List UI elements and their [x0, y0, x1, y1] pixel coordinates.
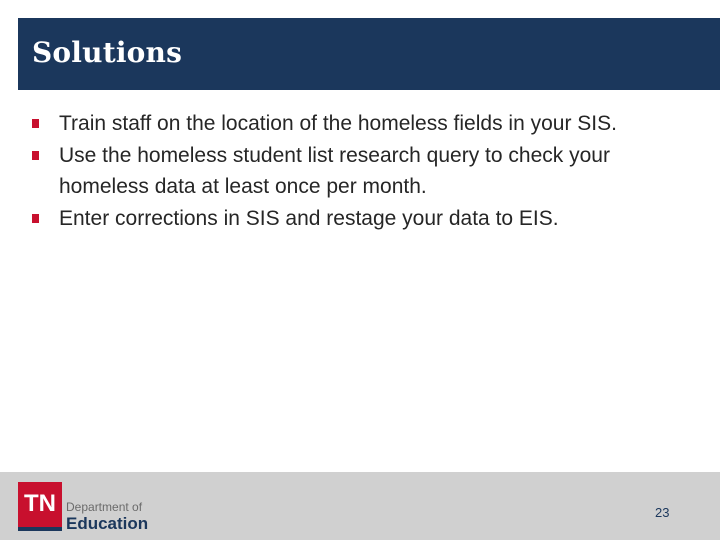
- square-bullet-icon: [32, 214, 39, 223]
- bullet-text: Train staff on the location of the homeless fields in your SIS.: [59, 112, 617, 135]
- tn-logo-box: TN: [18, 482, 62, 530]
- footer-band: [0, 472, 720, 540]
- logo-department-text: Department of: [66, 500, 143, 514]
- logo-stripe: [18, 527, 62, 531]
- square-bullet-icon: [32, 119, 39, 128]
- square-bullet-icon: [32, 151, 39, 160]
- bullet-text: Use the homeless student list research query to check your homeless data at least once per month.: [59, 143, 610, 198]
- bullet-text: Enter corrections in SIS and restage your data to EIS.: [59, 206, 559, 230]
- logo-education-text: Education: [66, 514, 149, 533]
- bullet-item: [32, 203, 672, 235]
- title-bar: [18, 18, 720, 90]
- bullet-item: [32, 108, 672, 140]
- tn-department-of-education-logo: [18, 480, 168, 534]
- bullet-item: [32, 140, 672, 203]
- bullet-list: [32, 108, 672, 234]
- page-number: 23: [655, 505, 670, 520]
- slide-title: Solutions: [32, 36, 183, 69]
